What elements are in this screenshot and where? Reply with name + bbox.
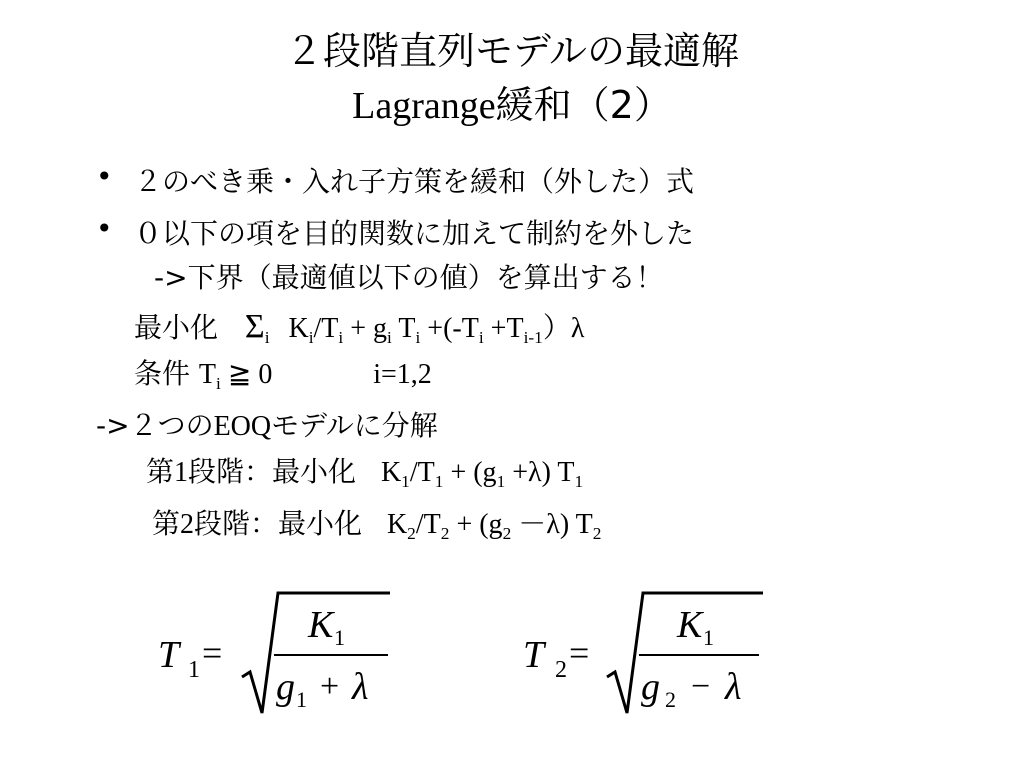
decompose-line: ->２つのEOQモデルに分解 xyxy=(96,409,438,442)
minimize-label: 最小化 xyxy=(134,311,219,344)
bullet-text-1: ２のべき乗・入れ子方策を緩和（外した）式 xyxy=(134,165,695,198)
condition-label: 条件 xyxy=(134,357,191,390)
slide-title-line2 xyxy=(0,74,1024,129)
minimize-line xyxy=(134,306,584,346)
bullet-text-2: ０以下の項を目的関数に加えて制約を外した xyxy=(134,217,695,250)
stage2-line: 第2段階：最小化 $K_2/T_2 + (g_2 -\lambda)$ $T_2$ xyxy=(152,507,602,544)
sigma-sub: i xyxy=(264,328,270,348)
formula2-equals: = xyxy=(569,633,590,673)
formula1-equals: = xyxy=(202,633,223,673)
bullet-marker-1: • xyxy=(96,160,113,193)
formula1-den-lambda: λ xyxy=(352,666,369,708)
condition-range: i=1,2 xyxy=(373,359,432,390)
condition-line xyxy=(134,352,432,392)
condition-expression: $T_i$ ≧ 0 xyxy=(198,359,273,394)
formula2-den-op: − xyxy=(691,668,711,705)
formula2-numerator: K xyxy=(677,604,703,646)
formula2-den-sub: 2 xyxy=(665,687,676,712)
formula-t1 xyxy=(150,585,400,720)
title-jp: 緩和（2） xyxy=(495,83,672,127)
formula2-lhs-sub: 2 xyxy=(555,657,567,683)
slide-title-line1: ２段階直列モデルの最適解 xyxy=(284,29,740,73)
stage1-expression: $K_1/T_1 + (g_1 +\lambda)$ $T_1$ xyxy=(380,457,584,492)
formula1-lhs: T xyxy=(158,634,180,676)
formula2-lhs: T xyxy=(523,634,545,676)
formula1-den-sub: 1 xyxy=(296,687,307,712)
close-paren: ） xyxy=(542,311,571,344)
formula1-numerator: K xyxy=(308,604,334,646)
sigma-symbol: Σ xyxy=(244,308,265,345)
formula1-lhs-sub: 1 xyxy=(188,657,200,683)
stage2-expression: $K_2/T_2 + (g_2 -\lambda)$ $T_2$ xyxy=(386,509,602,544)
formula1-den-op: + xyxy=(320,668,340,705)
formula2-den-g: g xyxy=(641,666,660,708)
formula2-numerator-sub: 1 xyxy=(703,625,714,650)
bullet-text-2-cont: ->下界（最適値以下の値）を算出する！ xyxy=(154,261,664,294)
bullet-marker-2: • xyxy=(96,212,113,245)
formula1-numerator-sub: 1 xyxy=(334,625,345,650)
objective-expression: $K_i/T_i + g_i$ $T_i +(-T_i +T_{i-1}$ xyxy=(288,313,543,348)
title-latin: Lagrange xyxy=(352,85,496,127)
formula-t2 xyxy=(515,585,775,720)
lambda-symbol: λ xyxy=(570,313,585,344)
formula2-den-lambda: λ xyxy=(725,666,742,708)
stage1-line: 第1段階：最小化 $K_1/T_1 + (g_1 +\lambda)$ $T_1$ xyxy=(146,455,584,492)
formula1-den-g: g xyxy=(276,666,295,708)
